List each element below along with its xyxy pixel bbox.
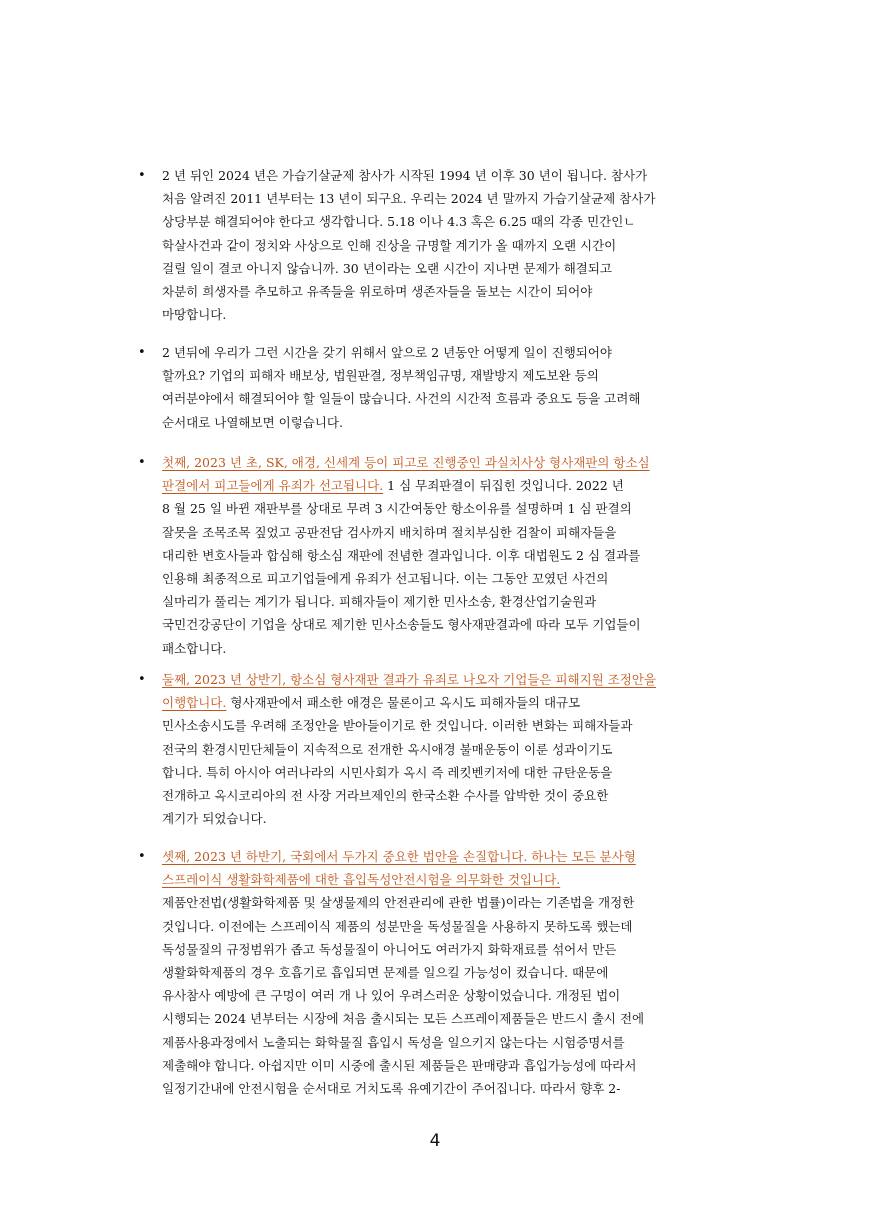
text-line [162, 1054, 750, 1077]
paragraph-text [162, 845, 750, 1100]
text-line [162, 1007, 750, 1030]
text-line [162, 164, 750, 187]
text-line [162, 411, 750, 434]
text-line [162, 521, 750, 544]
text-line [162, 303, 750, 326]
bullet-paragraph-4 [138, 668, 750, 830]
text-line [162, 364, 750, 387]
body-text: 일정기간내에 안전시험을 순서대로 거치도록 유예기간이 주어집니다. 따라서 향후 2- [162, 1081, 621, 1097]
body-text: 것입니다. 이전에는 스프레이식 제품의 성분만을 독성물질을 사용하지 못하도록 했는데 [162, 918, 633, 934]
bullet-paragraph-5 [138, 845, 750, 1100]
text-line [162, 544, 750, 567]
text-line [162, 1077, 750, 1100]
text-line [162, 668, 750, 691]
body-text: 생활화학제품의 경우 호흡기로 흡입되면 문제를 일으킬 가능성이 컸습니다. 때문에 [162, 965, 609, 981]
paragraph-text [162, 164, 750, 326]
text-line [162, 590, 750, 613]
text-line [162, 761, 750, 784]
text-line [162, 784, 750, 807]
body-text: 처음 알려진 2011 년부터는 13 년이 되구요. 우리는 2024 년 말까지 가습기살균제 참사가 [162, 191, 656, 207]
body-text: 전개하고 옥시코리아의 전 사장 거라브제인의 한국소환 수사를 압박한 것이 중요한 [162, 788, 609, 804]
text-line [162, 868, 750, 891]
text-line [162, 613, 750, 636]
bullet-dot: • [138, 849, 146, 864]
body-text: 1 심 무죄판결이 뒤집힌 것입니다. 2022 년 [383, 478, 624, 494]
text-line [162, 234, 750, 257]
body-text: 대리한 변호사들과 합심해 항소심 재판에 전념한 결과입니다. 이후 대법원도 2 심 결과를 [162, 547, 641, 563]
body-text: 8 월 25 일 바뀐 재판부를 상대로 무려 3 시간여동안 항소이유를 설명하며 1 심 판결의 [162, 501, 632, 517]
bullet-dot: • [138, 672, 146, 687]
body-text: 유사참사 예방에 큰 구멍이 여러 개 나 있어 우려스러운 상황이었습니다. 개정된 법이 [162, 988, 621, 1004]
bullet-dot: • [138, 455, 146, 470]
body-text: 걸릴 일이 결코 아니지 않습니까. 30 년이라는 오랜 시간이 지나면 문제가 해결되고 [162, 260, 612, 276]
body-text: 합니다. 특히 아시아 여러나라의 시민사회가 옥시 즉 레킷벤키저에 대한 규탄운동을 [162, 764, 613, 780]
text-line [162, 984, 750, 1007]
bullet-paragraph-3 [138, 451, 750, 660]
text-line [162, 714, 750, 737]
text-line [162, 210, 750, 233]
body-text: 전국의 환경시민단체들이 지속적으로 전개한 옥시애경 불매운동이 이룬 성과이기도 [162, 741, 613, 757]
body-text: 형사재판에서 패소한 애경은 물론이고 옥시도 피해자들의 대규모 [226, 695, 581, 711]
text-line [162, 341, 750, 364]
text-line [162, 567, 750, 590]
body-text: 순서대로 나열해보면 이렇습니다. [162, 414, 343, 430]
text-line [162, 691, 750, 714]
text-line [162, 280, 750, 303]
body-text: 학살사건과 같이 정치와 사상으로 인해 진상을 규명할 계기가 올 때까지 오랜 시간이 [162, 237, 617, 253]
highlighted-heading-text: 이행합니다. [162, 695, 227, 711]
body-text: 차분히 희생자를 추모하고 유족들을 위로하며 생존자들을 돌보는 시간이 되어야 [162, 284, 593, 300]
text-line [162, 637, 750, 660]
paragraph-text [162, 341, 750, 434]
text-line [162, 738, 750, 761]
body-text: 마땅합니다. [162, 307, 227, 323]
body-text: 여러분야에서 해결되어야 할 일들이 많습니다. 사건의 시간적 흐름과 중요도 등을 고려해 [162, 391, 641, 407]
bullet-paragraph-1 [138, 164, 750, 326]
text-line [162, 474, 750, 497]
body-text: 제출해야 합니다. 아쉽지만 이미 시중에 출시된 제품들은 판매량과 흡입가능성에 따라서 [162, 1057, 637, 1073]
text-line [162, 451, 750, 474]
bullet-paragraph-2 [138, 341, 750, 434]
body-text: 할까요? 기업의 피해자 배보상, 법원판결, 정부책임규명, 재발방지 제도보완 등의 [162, 368, 599, 384]
text-line [162, 961, 750, 984]
body-text: 패소합니다. [162, 640, 227, 656]
text-line [162, 1031, 750, 1054]
text-line [162, 915, 750, 938]
paragraph-text [162, 668, 750, 830]
text-line [162, 807, 750, 830]
text-line [162, 497, 750, 520]
highlighted-heading-text: 첫째, 2023 년 초, SK, 애경, 신세계 등이 피고로 진행중인 과실치사상 형사재판의 항소심 [162, 455, 650, 470]
body-text: 잘못을 조목조목 짚었고 공판전담 검사까지 배치하며 절치부심한 검찰이 피해자들을 [162, 524, 617, 540]
text-line [162, 187, 750, 210]
body-text: 2 년 뒤인 2024 년은 가습기살균제 참사가 시작된 1994 년 이후 30 년이 됩니다. 참사가 [162, 168, 648, 183]
text-line [162, 938, 750, 961]
page-number: 4 [429, 1131, 441, 1151]
text-line [162, 387, 750, 410]
body-text: 제품안전법(생활화학제품 및 살생물제의 안전관리에 관한 법률)이라는 기존법을 개정한 [162, 895, 635, 911]
bullet-dot: • [138, 345, 146, 360]
highlighted-heading-text: 둘째, 2023 년 상반기, 항소심 형사재판 결과가 유죄로 나오자 기업들은 피해지원 조정안을 [162, 672, 657, 687]
body-text: 2 년뒤에 우리가 그런 시간을 갖기 위해서 앞으로 2 년동안 어떻게 일이 진행되어야 [162, 345, 612, 360]
body-text: 인용해 최종적으로 피고기업들에게 유죄가 선고됩니다. 이는 그동안 꼬였던 사건의 [162, 571, 609, 587]
bullet-dot: • [138, 168, 146, 183]
body-text: 시행되는 2024 년부터는 시장에 처음 출시되는 모든 스프레이제품들은 반드시 출시 전에 [162, 1011, 645, 1027]
text-line [162, 891, 750, 914]
body-text: 실마리가 풀리는 계기가 됩니다. 피해자들이 제기한 민사소송, 환경산업기술원과 [162, 594, 597, 610]
body-text: 계기가 되었습니다. [162, 811, 267, 827]
body-text: 국민건강공단이 기업을 상대로 제기한 민사소송들도 형사재판결과에 따라 모두 기업들이 [162, 617, 641, 633]
highlighted-heading-text: 판결에서 피고들에게 유죄가 선고됩니다. [162, 478, 384, 494]
body-text: 상당부분 해결되어야 한다고 생각합니다. 5.18 이나 4.3 혹은 6.25 때의 각종 민간인ㄴ [162, 214, 636, 230]
text-line [162, 257, 750, 280]
body-text: 민사소송시도를 우려해 조정안을 받아들이기로 한 것입니다. 이러한 변화는 피해자들과 [162, 718, 633, 734]
paragraph-text [162, 451, 750, 660]
highlighted-heading-text: 스프레이식 생활화학제품에 대한 흡입독성안전시험을 의무화한 것입니다. [162, 872, 561, 888]
highlighted-heading-text: 셋째, 2023 년 하반기, 국회에서 두가지 중요한 법안을 손질합니다. 하나는 모든 분사형 [162, 849, 636, 864]
body-text: 제품사용과정에서 노출되는 화학물질 흡입시 독성을 일으키지 않는다는 시험증명서를 [162, 1034, 625, 1050]
text-line [162, 845, 750, 868]
body-text: 독성물질의 규정범위가 좁고 독성물질이 아니어도 여러가지 화학재료를 섞어서 만든 [162, 941, 617, 957]
